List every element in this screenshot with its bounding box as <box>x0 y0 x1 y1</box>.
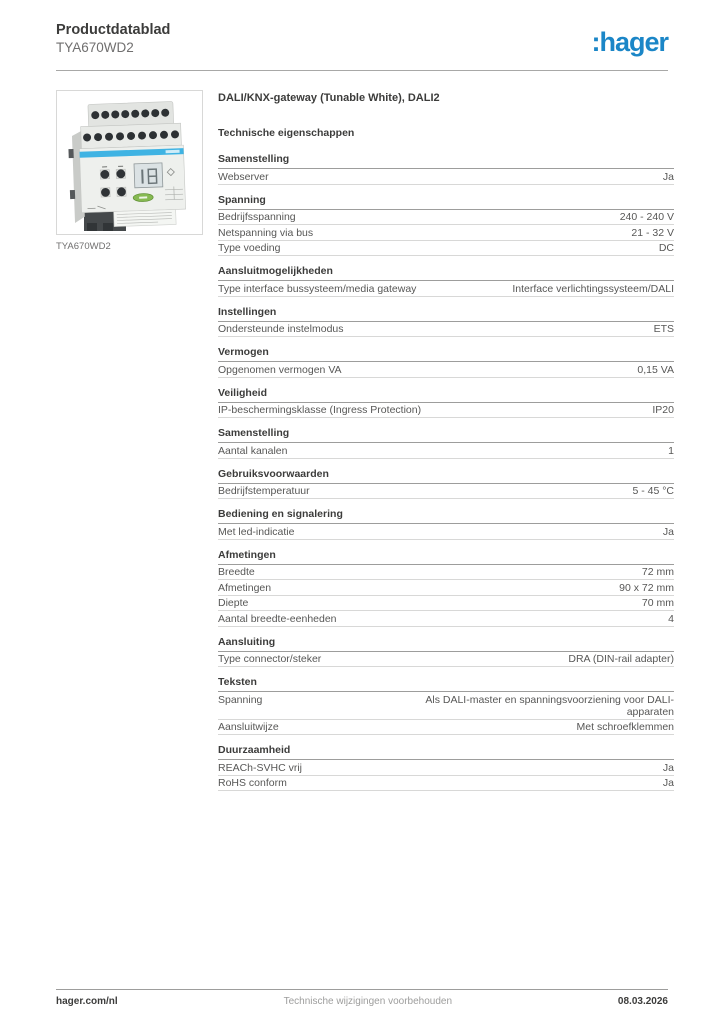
spec-section-title: Samenstelling <box>218 153 674 169</box>
spec-label: Afmetingen <box>218 581 272 594</box>
spec-row <box>218 760 674 776</box>
spec-row <box>218 210 674 226</box>
spec-section <box>218 306 674 338</box>
spec-label: REACh-SVHC vrij <box>218 761 303 774</box>
specs-heading: Technische eigenschappen <box>218 127 355 139</box>
hager-logo: :hager <box>591 27 668 57</box>
product-image-caption: TYA670WD2 <box>56 241 111 252</box>
spec-section <box>218 744 674 791</box>
spec-value: Als DALI-master en spanningsvoorziening voor DALI-apparaten <box>425 693 674 718</box>
spec-value: 0,15 VA <box>637 363 674 376</box>
spec-section-title: Teksten <box>218 676 674 692</box>
spec-section-title: Vermogen <box>218 346 674 362</box>
spec-section <box>218 265 674 297</box>
product-title: DALI/KNX-gateway (Tunable White), DALI2 <box>218 92 440 104</box>
spec-row <box>218 652 674 668</box>
spec-label: Aantal kanalen <box>218 444 288 457</box>
spec-value: 4 <box>668 612 674 625</box>
page-header <box>56 21 668 57</box>
spec-value: 90 x 72 mm <box>619 581 674 594</box>
product-image <box>56 90 203 235</box>
spec-section <box>218 549 674 627</box>
spec-section <box>218 387 674 419</box>
spec-label: Spanning <box>218 693 263 706</box>
spec-section <box>218 508 674 540</box>
spec-value: Ja <box>662 525 674 538</box>
spec-row <box>218 692 674 720</box>
footer-website: hager.com/nl <box>56 996 118 1007</box>
spec-label: Breedte <box>218 566 255 578</box>
spec-row <box>218 241 674 257</box>
spec-value: ETS <box>653 323 674 335</box>
doc-type-title: Productdatablad <box>56 22 171 38</box>
spec-label: Aansluitwijze <box>218 721 279 733</box>
spec-row <box>218 596 674 612</box>
spec-label: IP-beschermingsklasse (Ingress Protection) <box>218 404 422 416</box>
spec-row <box>218 776 674 792</box>
spec-section-title: Gebruiksvoorwaarden <box>218 468 674 484</box>
spec-label: Type connector/steker <box>218 653 322 665</box>
product-image-column <box>56 90 203 252</box>
page-footer <box>56 989 668 1007</box>
spec-section <box>218 676 674 735</box>
spec-value: Ja <box>662 170 674 183</box>
spec-value: DRA (DIN-rail adapter) <box>568 653 674 665</box>
spec-section <box>218 636 674 668</box>
spec-row <box>218 580 674 596</box>
spec-label: Bedrijfstemperatuur <box>218 485 310 497</box>
spec-label: Type voeding <box>218 242 281 254</box>
spec-row <box>218 611 674 627</box>
spec-row <box>218 720 674 736</box>
spec-value: Interface verlichtingssysteem/DALI <box>512 282 674 295</box>
spec-label: Type interface bussysteem/media gateway <box>218 282 417 295</box>
footer-disclaimer: Technische wijzigingen voorbehouden <box>283 996 453 1007</box>
content-area <box>56 90 674 800</box>
spec-value: Ja <box>662 761 674 774</box>
spec-row <box>218 225 674 241</box>
spec-row <box>218 281 674 297</box>
spec-value: IP20 <box>652 404 674 416</box>
spec-label: Netspanning via bus <box>218 226 314 239</box>
spec-section-title: Aansluiting <box>218 636 674 652</box>
spec-value: 70 mm <box>641 597 674 609</box>
spec-row <box>218 443 674 459</box>
spec-label: Met led-indicatie <box>218 525 295 538</box>
spec-value: Met schroefklemmen <box>576 721 674 733</box>
spec-section <box>218 194 674 257</box>
spec-section-title: Instellingen <box>218 306 674 322</box>
header-divider <box>56 70 668 71</box>
spec-section-title: Spanning <box>218 194 674 210</box>
spec-section <box>218 153 674 185</box>
spec-value: 1 <box>668 444 674 457</box>
spec-section-title: Aansluitmogelijkheden <box>218 265 674 281</box>
spec-row <box>218 484 674 500</box>
spec-row <box>218 169 674 185</box>
specs-column <box>218 90 674 800</box>
spec-label: Diepte <box>218 597 249 609</box>
spec-value: DC <box>658 242 674 254</box>
spec-section-title: Samenstelling <box>218 427 674 443</box>
spec-section-title: Veiligheid <box>218 387 674 403</box>
spec-value: Ja <box>662 777 674 789</box>
spec-value: 5 - 45 °C <box>632 485 674 497</box>
spec-row <box>218 362 674 378</box>
spec-value: 72 mm <box>641 566 674 578</box>
spec-section <box>218 427 674 459</box>
spec-row <box>218 565 674 581</box>
spec-section <box>218 468 674 500</box>
header-titles <box>56 21 170 56</box>
spec-value: 240 - 240 V <box>619 211 674 223</box>
din-rail-device-illustration <box>60 94 199 231</box>
spec-row <box>218 524 674 540</box>
spec-label: Opgenomen vermogen VA <box>218 363 342 376</box>
spec-row <box>218 403 674 419</box>
spec-label: Aantal breedte-eenheden <box>218 612 337 625</box>
spec-label: Webserver <box>218 170 269 183</box>
spec-section-title: Afmetingen <box>218 549 674 565</box>
spec-label: RoHS conform <box>218 777 287 789</box>
spec-row <box>218 322 674 338</box>
product-reference: TYA670WD2 <box>56 40 134 55</box>
footer-date: 08.03.2026 <box>617 996 668 1007</box>
spec-label: Ondersteunde instelmodus <box>218 323 344 335</box>
specs-sections <box>218 153 674 791</box>
spec-section-title: Bediening en signalering <box>218 508 674 524</box>
spec-label: Bedrijfsspanning <box>218 211 296 223</box>
spec-section-title: Duurzaamheid <box>218 744 674 760</box>
spec-section <box>218 346 674 378</box>
spec-value: 21 - 32 V <box>631 226 674 239</box>
